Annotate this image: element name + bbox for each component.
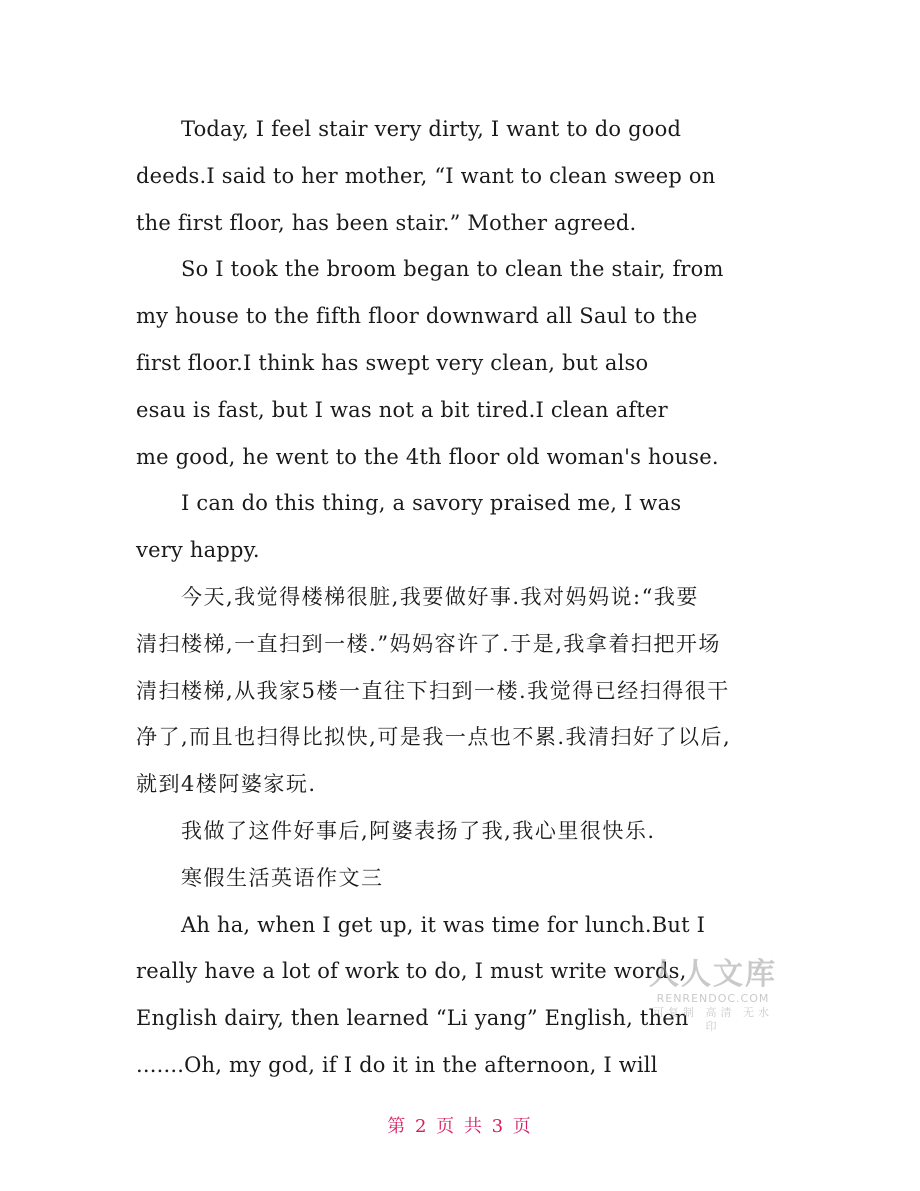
body-line-chinese: 清扫楼梯,从我家5楼一直往下扫到一楼.我觉得已经扫得很干 [136,678,730,703]
body-line: Ah ha, when I get up, it was time for lunch.But I [181,912,706,937]
body-line: me good, he went to the 4th floor old woman's house. [136,444,719,469]
watermark-logo-text: 人人文库 [649,957,777,992]
watermark-domain: RENRENDOC.COM [656,992,770,1005]
body-line: esau is fast, but I was not a bit tired.I clean after [136,397,668,422]
body-line: Today, I feel stair very dirty, I want to do good [181,117,682,141]
document-body [136,106,796,1089]
body-line: very happy. [136,538,260,563]
body-line: first floor.I think has swept very clean, but also [136,350,649,375]
body-line-chinese: 清扫楼梯,一直扫到一楼.”妈妈容许了.于是,我拿着扫把开场 [136,631,721,656]
body-line-chinese: 今天,我觉得楼梯很脏,我要做好事.我对妈妈说:“我要 [181,584,699,609]
body-line-chinese: 我做了这件好事后,阿婆表扬了我,我心里很快乐. [181,818,656,843]
section-heading: 寒假生活英语作文三 [181,865,384,890]
body-line: English dairy, then learned “Li yang” English, then [136,1006,689,1031]
body-line-chinese: 就到4楼阿婆家玩. [136,772,317,797]
body-line: really have a lot of work to do, I must write words, [136,959,687,984]
body-line-chinese: 净了,而且也扫得比拟快,可是我一点也不累.我清扫好了以后, [136,725,732,750]
body-line: my house to the fifth floor downward all Saul to the [136,304,698,329]
page-number-footer: 第 2 页 共 3 页 [387,1116,533,1137]
body-line: deeds.I said to her mother, “I want to clean sweep on [136,163,716,188]
body-line: .......Oh, my god, if I do it in the afternoon, I will [136,1052,658,1077]
watermark-tagline: 可复制 高清 无水印 [653,1006,773,1033]
body-line: So I took the broom began to clean the stair, from [181,257,724,282]
body-line: the first floor, has been stair.” Mother agreed. [136,210,637,235]
body-line: I can do this thing, a savory praised me, I was [181,491,682,516]
